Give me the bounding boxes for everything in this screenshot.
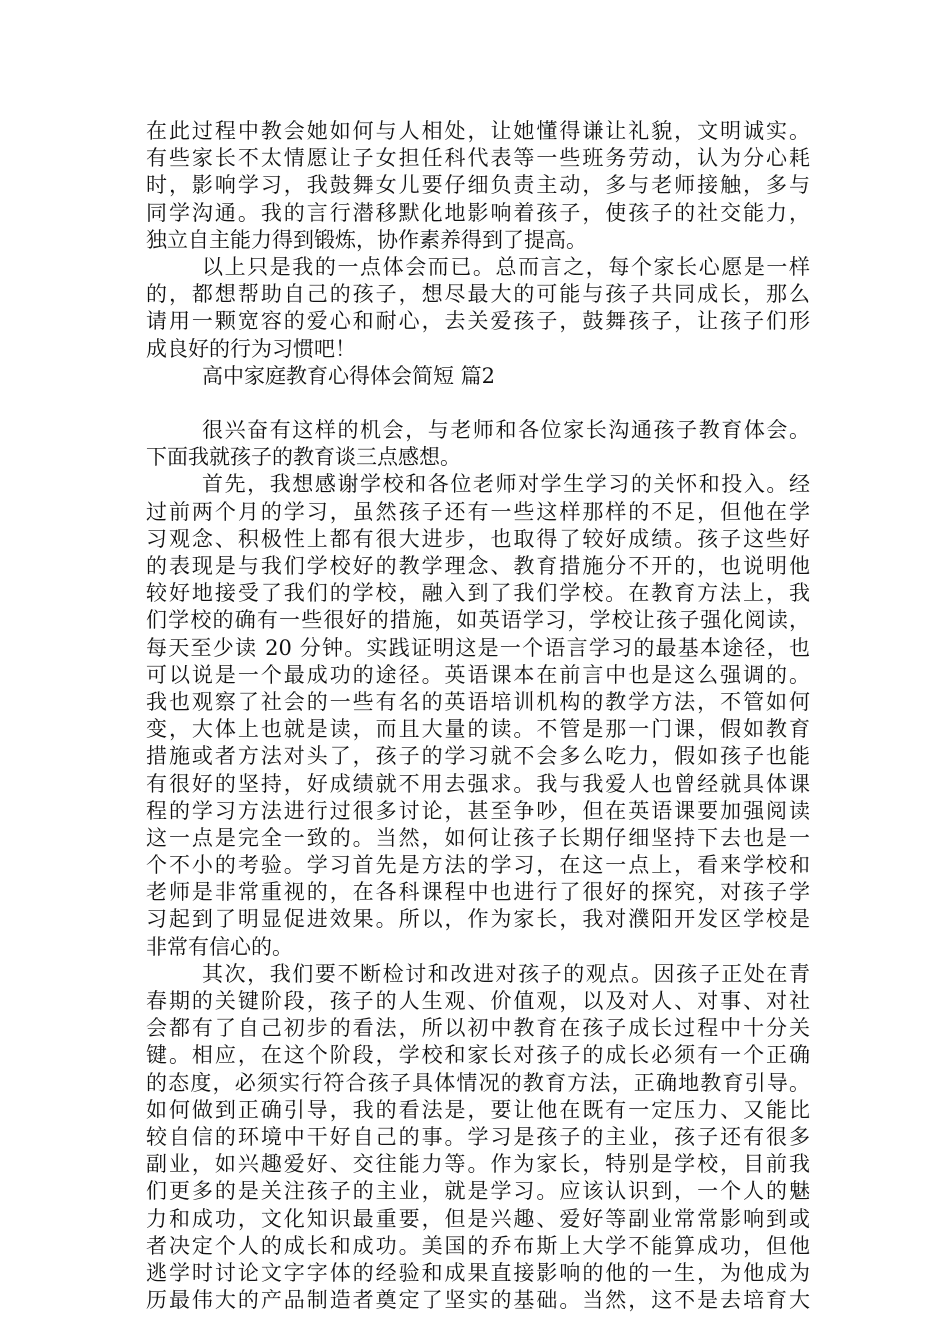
text-line: 较自信的环境中干好自己的事。学习是孩子的主业，孩子还有很多 bbox=[146, 1124, 810, 1149]
text-line: 较好地接受了我们的学校，融入到了我们学校。在教育方法上，我 bbox=[146, 581, 810, 606]
text-line: 们学校的确有一些很好的措施，如英语学习，学校让孩子强化阅读， bbox=[146, 608, 810, 633]
document-page bbox=[146, 118, 810, 1314]
text-line: 这一点是完全一致的。当然，如何让孩子长期仔细坚持下去也是一 bbox=[146, 825, 810, 850]
text-line: 同学沟通。我的言行潜移默化地影响着孩子，使孩子的社交能力， bbox=[146, 200, 810, 225]
text-line: 以上只是我的一点体会而已。总而言之，每个家长心愿是一样 bbox=[202, 254, 810, 279]
text-line: 在此过程中教会她如何与人相处，让她懂得谦让礼貌，文明诚实。 bbox=[146, 119, 810, 143]
text-line: 们更多的是关注孩子的主业，就是学习。应该认识到，一个人的魅 bbox=[146, 1179, 810, 1204]
text-line: 下面我就孩子的教育谈三点感想。 bbox=[146, 445, 461, 470]
text-line: 程的学习方法进行过很多讨论，甚至争吵，但在英语课要加强阅读 bbox=[146, 798, 810, 823]
paragraph bbox=[146, 961, 810, 1314]
text-line: 有些家长不太情愿让子女担任科代表等一些班务劳动，认为分心耗 bbox=[146, 146, 810, 171]
text-line: 独立自主能力得到锻炼，协作素养得到了提高。 bbox=[146, 227, 587, 252]
paragraph bbox=[146, 471, 810, 960]
text-line: 逃学时讨论文字字体的经验和成果直接影响的他的一生，为他成为 bbox=[146, 1260, 810, 1285]
text-line: 者决定个人的成长和成功。美国的乔布斯上大学不能算成功，但他 bbox=[146, 1233, 810, 1258]
text-line: 措施或者方法对头了，孩子的学习就不会多么吃力，假如孩子也能 bbox=[146, 744, 810, 769]
text-line: 老师是非常重视的，在各科课程中也进行了很好的探究，对孩子学 bbox=[146, 880, 810, 905]
text-line: 非常有信心的。 bbox=[146, 934, 293, 959]
paragraph bbox=[146, 417, 810, 471]
text-line: 我也观察了社会的一些有名的英语培训机构的教学方法，不管如何 bbox=[146, 689, 810, 714]
text-line: 变，大体上也就是读，而且大量的读。不管是那一门课，假如教育 bbox=[146, 717, 810, 742]
text-line: 会都有了自己初步的看法，所以初中教育在孩子成长过程中十分关 bbox=[146, 1016, 810, 1041]
text-line: 的表现是与我们学校好的教学理念、教育措施分不开的，也说明他 bbox=[146, 554, 810, 578]
text-line: 有很好的坚持，好成绩就不用去强求。我与我爱人也曾经就具体课 bbox=[146, 771, 810, 796]
paragraph bbox=[146, 254, 810, 363]
text-line: 很兴奋有这样的机会，与老师和各位家长沟通孩子教育体会。 bbox=[202, 418, 810, 443]
text-line: 键。相应，在这个阶段，学校和家长对孩子的成长必须有一个正确 bbox=[146, 1043, 810, 1068]
blank-line bbox=[146, 390, 810, 417]
text-line: 春期的关键阶段，孩子的人生观、价值观，以及对人、对事、对社 bbox=[146, 989, 810, 1013]
text-line: 可以说是一个最成功的途径。英语课本在前言中也是这么强调的。 bbox=[146, 662, 810, 687]
paragraph bbox=[146, 118, 810, 254]
text-line: 的，都想帮助自己的孩子，想尽最大的可能与孩子共同成长，那么 bbox=[146, 282, 810, 307]
text-line: 其次，我们要不断检讨和改进对孩子的观点。因孩子正处在青 bbox=[202, 961, 810, 986]
text-line: 每天至少读 20 分钟。实践证明这是一个语言学习的最基本途径，也 bbox=[146, 635, 810, 660]
text-line: 时，影响学习，我鼓舞女儿要仔细负责主动，多与老师接触，多与 bbox=[146, 173, 810, 198]
text-line: 成良好的行为习惯吧！ bbox=[146, 336, 356, 361]
text-line: 历最伟大的产品制造者奠定了坚实的基础。当然，这不是去培育大 bbox=[146, 1288, 810, 1313]
text-line: 习起到了明显促进效果。所以，作为家长，我对濮阳开发区学校是 bbox=[146, 907, 810, 932]
text-line: 首先，我想感谢学校和各位老师对学生学习的关怀和投入。经 bbox=[202, 472, 810, 497]
text-line: 个不小的考验。学习首先是方法的学习，在这一点上，看来学校和 bbox=[146, 853, 810, 878]
text-line: 如何做到正确引导，我的看法是，要让他在既有一定压力、又能比 bbox=[146, 1097, 810, 1122]
section-heading: 高中家庭教育心得体会简短 篇2 bbox=[202, 363, 496, 388]
text-line: 的态度，必须实行符合孩子具体情况的教育方法，正确地教育引导。 bbox=[146, 1070, 810, 1095]
text-line: 力和成功，文化知识最重要，但是兴趣、爱好等副业常常影响到或 bbox=[146, 1206, 810, 1231]
text-line: 过前两个月的学习，虽然孩子还有一些这样那样的不足，但他在学 bbox=[146, 499, 810, 524]
text-line: 副业，如兴趣爱好、交往能力等。作为家长，特别是学校，目前我 bbox=[146, 1152, 810, 1177]
text-line: 习观念、积极性上都有很大进步，也取得了较好成绩。孩子这些好 bbox=[146, 526, 810, 551]
text-line: 请用一颗宽容的爱心和耐心，去关爱孩子，鼓舞孩子，让孩子们形 bbox=[146, 309, 810, 334]
